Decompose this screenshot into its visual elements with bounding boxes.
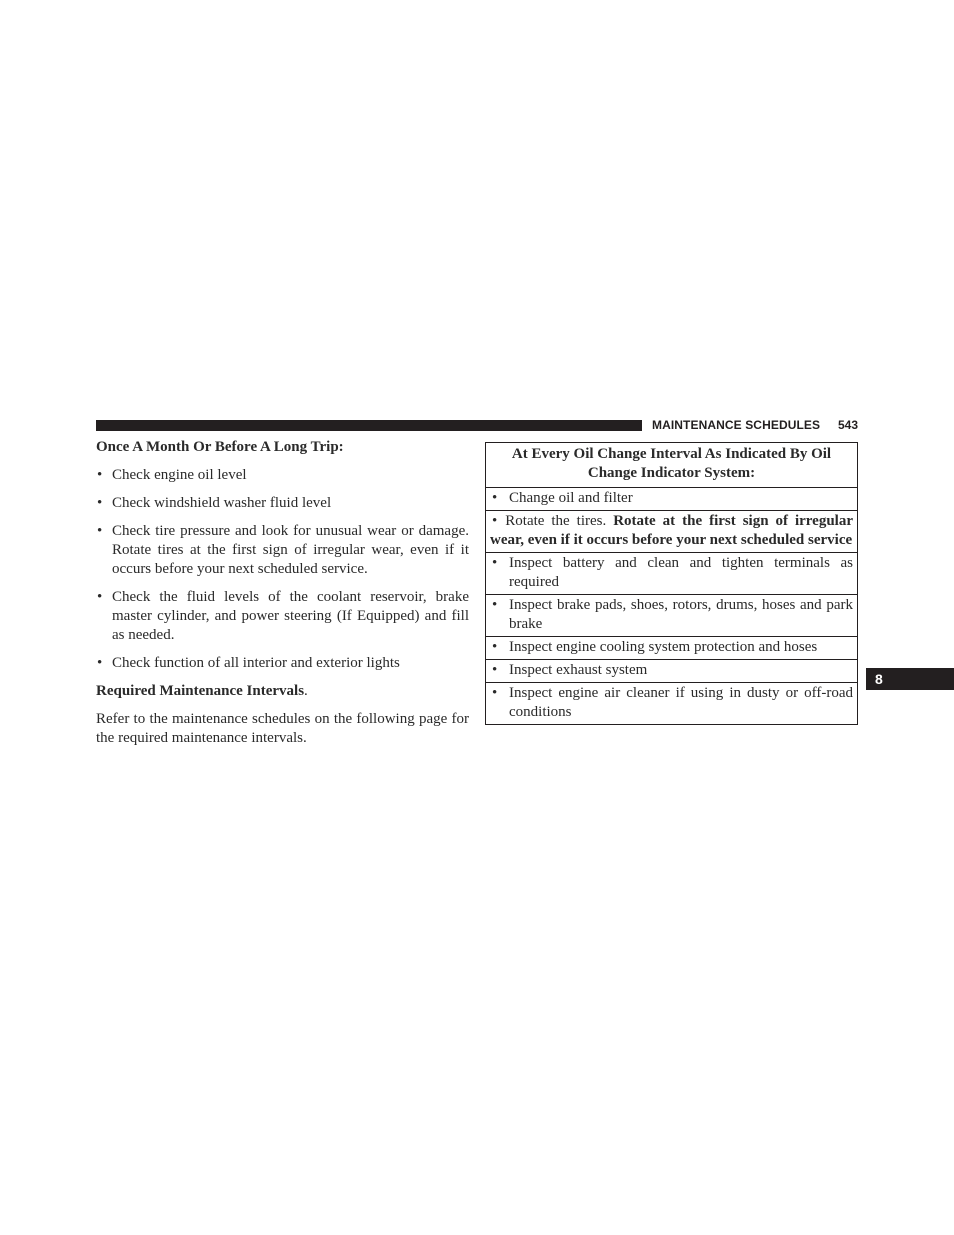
table-row: • Inspect battery and clean and tighten terminals as required (486, 553, 857, 595)
monthly-checks-list (96, 466, 469, 673)
chapter-number: 8 (875, 671, 883, 687)
bullet: • (97, 523, 103, 539)
list-item: • Check engine oil level (97, 467, 247, 483)
list-item: • Check the fluid levels of the coolant reservoir, brake master cylinder, and power steering (If Equipped) and fill as needed. (97, 589, 469, 643)
table-row: • Change oil and filter (486, 488, 857, 511)
bullet: • (492, 555, 498, 571)
table-row: • Inspect engine air cleaner if using in dusty or off-road conditions (492, 685, 853, 720)
bullet: • (97, 495, 103, 511)
chapter-tab (866, 668, 954, 690)
bullet: • (492, 513, 498, 529)
table-row: • Inspect brake pads, shoes, rotors, drums, hoses and park brake (486, 595, 857, 637)
table-header: At Every Oil Change Interval As Indicated By Oil Change Indicator System: (486, 443, 857, 488)
running-header (652, 417, 858, 433)
header-rule (96, 420, 642, 431)
bullet: • (97, 467, 103, 483)
table-row: • Inspect exhaust system (486, 660, 857, 683)
list-item: • Check function of all interior and exterior lights (97, 655, 400, 671)
bullet: • (97, 655, 103, 671)
bullet: • (492, 597, 498, 613)
section-title: MAINTENANCE SCHEDULES (652, 418, 821, 432)
list-item: • Check tire pressure and look for unusual wear or damage. Rotate tires at the first sign of irregular wear, even if it occurs before your next scheduled service. (97, 523, 469, 577)
left-column (96, 438, 469, 748)
bullet: • (492, 662, 498, 678)
table-row: • Inspect engine cooling system protection and hoses (486, 637, 857, 660)
list-item: • Check windshield washer fluid level (97, 495, 332, 511)
bullet: • (492, 685, 498, 701)
bullet: • (97, 589, 103, 605)
required-intervals-heading: Required Maintenance Intervals. (96, 683, 308, 699)
oil-change-table (485, 442, 858, 725)
page-number: 543 (837, 418, 858, 432)
intervals-paragraph: Refer to the maintenance schedules on the following page for the required maintenance intervals. (96, 711, 469, 746)
table-row: • Rotate the tires. Rotate at the first sign of irregular wear, even if it occurs before your next scheduled service (486, 511, 857, 553)
bullet: • (492, 490, 498, 506)
bullet: • (492, 639, 498, 655)
monthly-checks-heading: Once A Month Or Before A Long Trip: (96, 439, 344, 455)
